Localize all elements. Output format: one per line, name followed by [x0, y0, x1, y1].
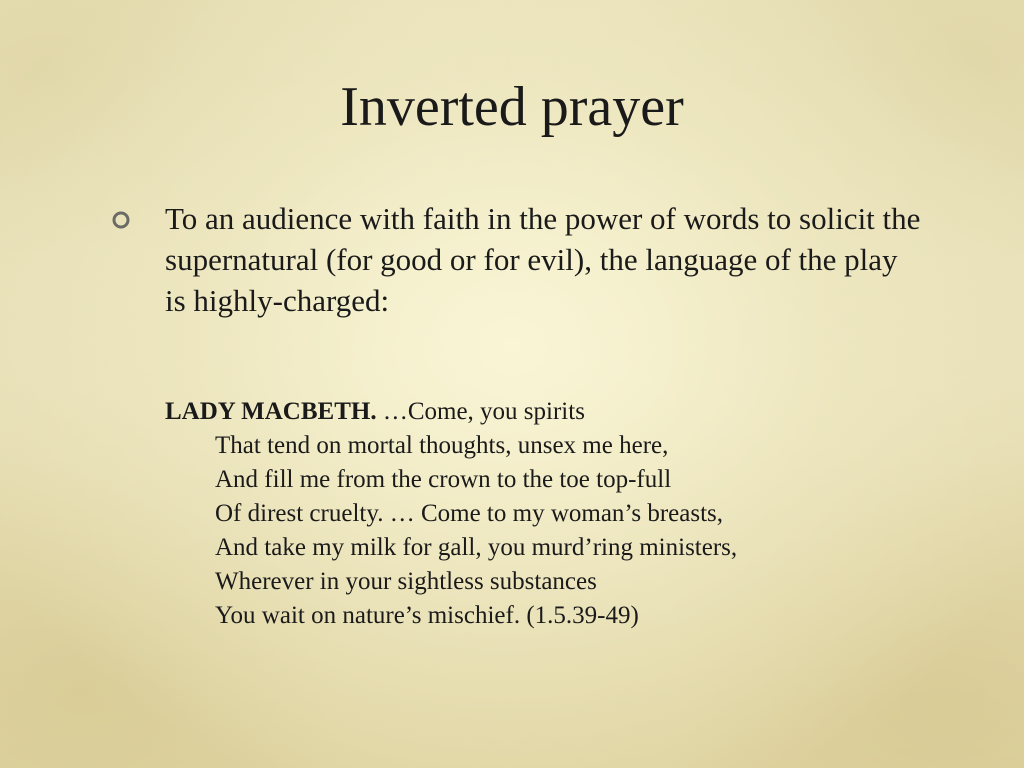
- quote-line: Of direst cruelty. … Come to my woman’s breasts,: [215, 500, 724, 527]
- quote-line: You wait on nature’s mischief. (1.5.39-49): [215, 602, 639, 629]
- quote-block: [165, 395, 925, 633]
- slide-title: Inverted prayer: [340, 76, 684, 138]
- hollow-circle-bullet-icon: [112, 211, 130, 229]
- quote-line: And fill me from the crown to the toe top-full: [215, 466, 672, 493]
- quote-speaker-line: [165, 395, 925, 429]
- quote-line: That tend on mortal thoughts, unsex me here,: [215, 432, 669, 459]
- bullet-text: To an audience with faith in the power of words to solicit the supernatural (for good or for evil), the language of the play is highly-charged:: [165, 201, 921, 318]
- quote-speaker: LADY MACBETH.: [165, 398, 377, 425]
- quote-first-line: …Come, you spirits: [376, 398, 585, 425]
- quote-line: And take my milk for gall, you murd’ring ministers,: [215, 534, 738, 561]
- quote-line: Wherever in your sightless substances: [215, 568, 597, 595]
